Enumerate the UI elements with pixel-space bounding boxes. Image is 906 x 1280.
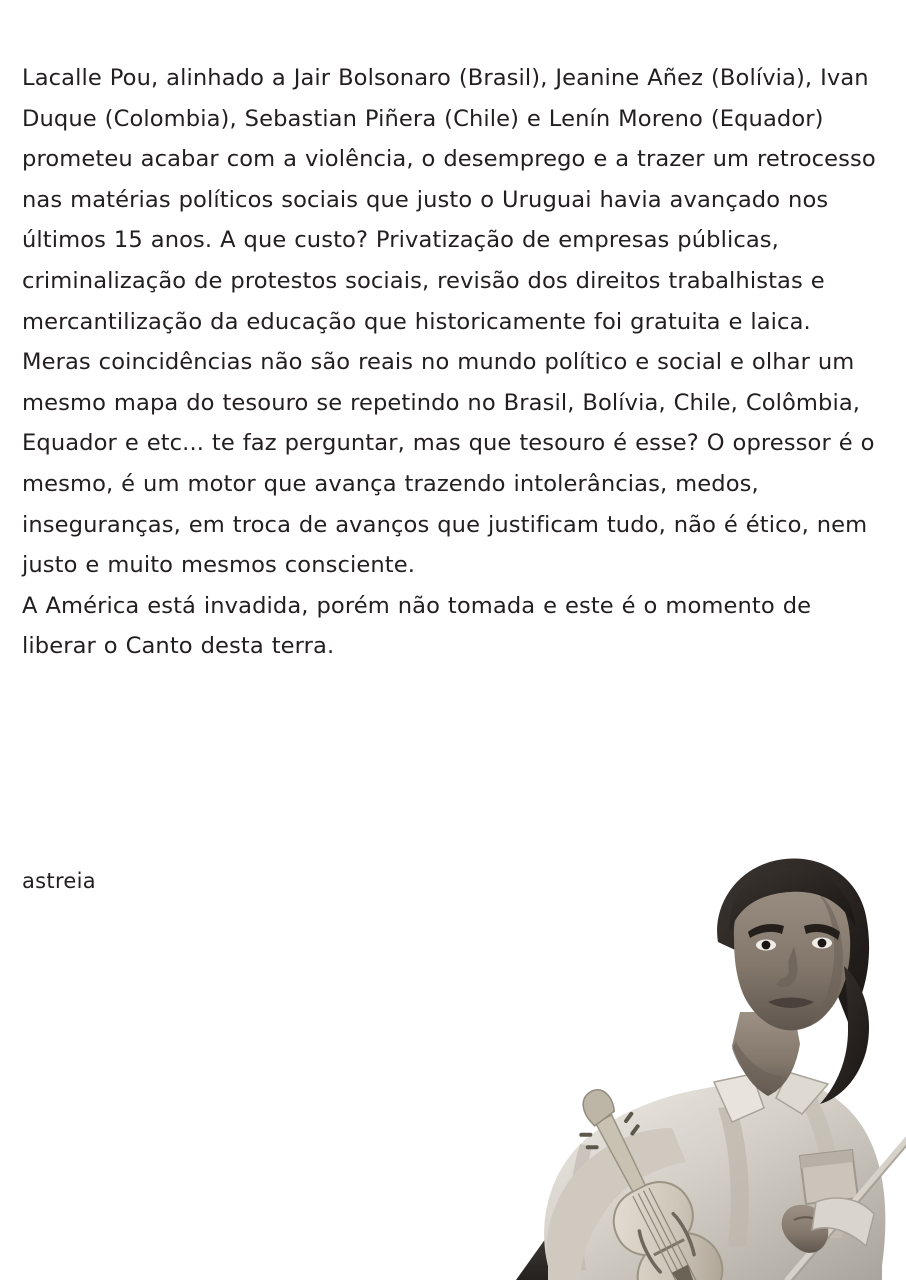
paragraph-1: Lacalle Pou, alinhado a Jair Bolsonaro (Brasil), Jeanine Añez (Bolívia), Ivan Duque (Colombia), Sebastian Piñera (Chile) e Lenín Moreno (Equador) prometeu acabar com a violência, o desemprego e a trazer um retrocesso nas matérias políticos sociais que justo o Uruguai havia avançado nos últimos 15 anos. A que custo? Privatização de empresas públicas, criminalização de protestos sociais, revisão dos direitos trabalhistas e mercantilização da educação que historicamente foi gratuita e laica. (22, 65, 876, 335)
author-signature: astreia (22, 869, 96, 893)
violin-player-photo (396, 846, 906, 1280)
paragraph-3: A América está invadida, porém não tomada e este é o momento de liberar o Canto desta terra. (22, 592, 812, 660)
paragraph-2: Meras coincidências não são reais no mundo político e social e olhar um mesmo mapa do tesouro se repetindo no Brasil, Bolívia, Chile, Colômbia, Equador e etc... te faz perguntar, mas que tesouro é esse? O opressor é o mesmo, é um motor que avança trazendo intolerâncias, medos, inseguranças, em troca de avanços que justificam tudo, não é ético, nem justo e muito mesmos consciente. (22, 349, 875, 579)
article-body (22, 58, 888, 667)
